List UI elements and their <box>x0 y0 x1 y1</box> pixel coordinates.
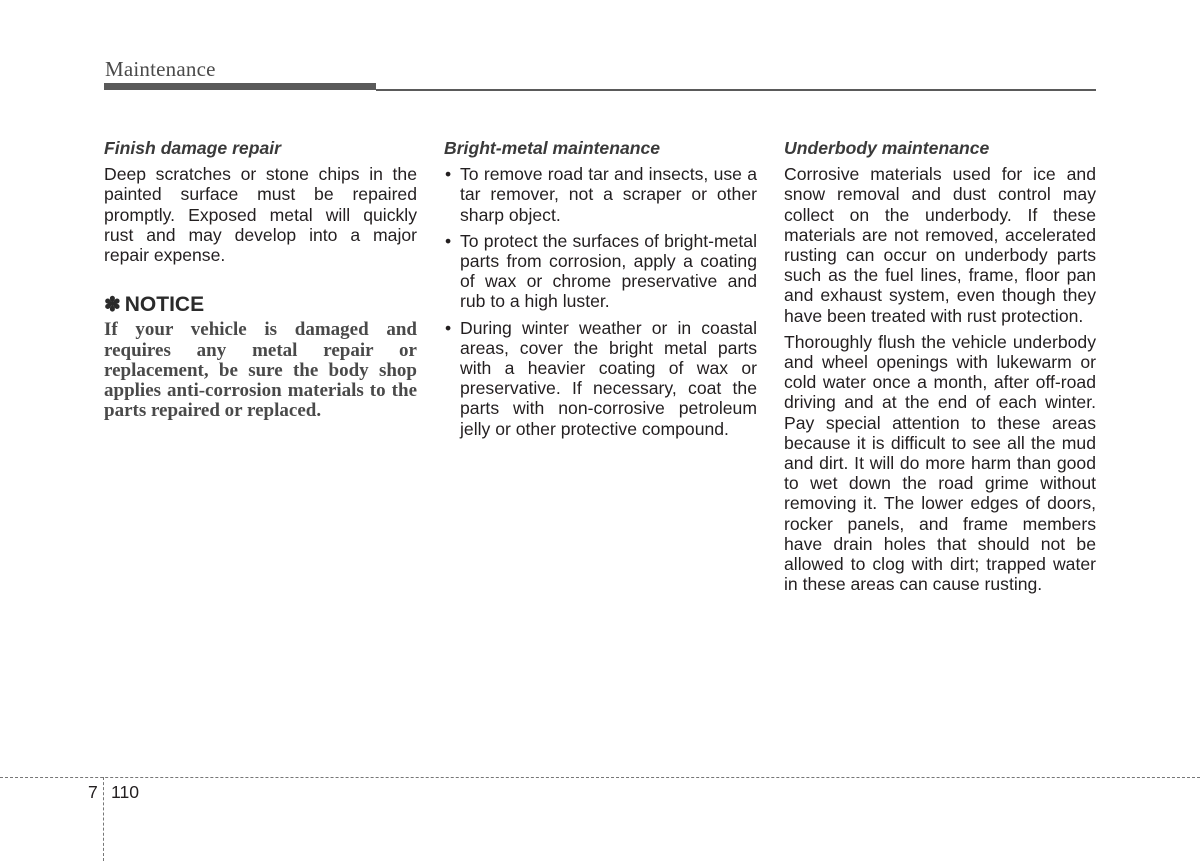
list-item <box>444 318 757 439</box>
bullet-icon: • <box>445 317 452 338</box>
list-item-text: During winter weather or in coastal areas, cover the bright metal parts with a heavier coating of wax or preservative. If necessary, coat the parts with non-corrosive petroleum jelly or other protective compound. <box>460 317 757 439</box>
underbody-paragraph-1: Corrosive materials used for ice and snow removal and dust control may collect on the underbody. If these materials are not removed, accelerated rusting can occur on underbody parts such as the fuel lines, frame, floor pan and exhaust system, even though they have been treated with rust protection. <box>784 164 1096 326</box>
notice-body: If your vehicle is damaged and requires any metal repair or replacement, be sure the body shop applies anti-corrosion materials to the parts repaired or replaced. <box>104 319 417 422</box>
header-rule-thick <box>104 83 376 90</box>
column-bright-metal <box>444 138 757 445</box>
asterisk-icon: ✽ <box>104 294 121 317</box>
list-item <box>444 164 757 225</box>
column-finish-damage <box>104 138 417 421</box>
chapter-number: 7 <box>88 782 98 802</box>
footer-dashed-rule <box>0 777 1200 778</box>
list-item-text: To protect the surfaces of bright-metal parts from corrosion, apply a coating of wax or chrome preservative and rub to a high luster. <box>460 230 757 312</box>
notice-heading-label: NOTICE <box>124 293 205 317</box>
bright-metal-list <box>444 164 757 439</box>
section-title: Maintenance <box>105 57 216 81</box>
bullet-icon: • <box>445 164 452 185</box>
footer-dashed-divider <box>103 777 104 861</box>
bright-metal-heading: Bright-metal maintenance <box>444 138 661 158</box>
list-item-text: To remove road tar and insects, use a tar remover, not a scraper or other sharp object. <box>460 164 757 225</box>
page-number: 110 <box>111 782 140 802</box>
finish-damage-heading: Finish damage repair <box>104 138 281 158</box>
list-item <box>444 231 757 312</box>
underbody-paragraph-2: Thoroughly flush the vehicle underbody and wheel openings with lukewarm or cold water once a month, after off-road driving and at the end of each winter. Pay special attention to these areas because it is difficult to see all the mud and dirt. It will do more harm than good to wet down the road grime without removing it. The lower edges of doors, rocker panels, and frame members have drain holes that should not be allowed to clog with dirt; trapped water in these areas can cause rusting. <box>784 331 1096 595</box>
header-rule-thin <box>376 89 1096 91</box>
notice-heading <box>104 295 417 315</box>
finish-damage-body: Deep scratches or stone chips in the painted surface must be repaired promptly. Exposed metal will quickly rust and may develop into a major repair expense. <box>104 164 417 266</box>
column-underbody <box>784 138 1096 600</box>
bullet-icon: • <box>445 230 452 251</box>
underbody-heading: Underbody maintenance <box>784 138 990 158</box>
